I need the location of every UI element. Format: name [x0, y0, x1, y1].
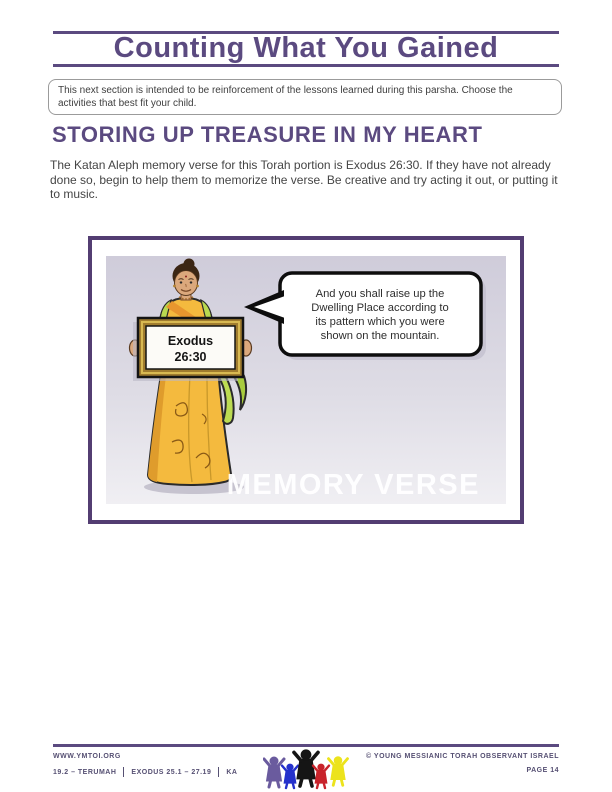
section-body-text: The Katan Aleph memory verse for this Torah portion is Exodus 26:30. If they have not already done so, begin to help them to memorize the verse. Be creative and try acting it out, or putting it to music. — [50, 158, 558, 201]
page-title: Counting What You Gained — [113, 32, 499, 64]
speech-bubble-line-3: its pattern which you were — [315, 316, 445, 328]
earring-right — [196, 285, 199, 288]
woman-torso — [160, 298, 212, 320]
memory-verse-sign — [133, 318, 243, 381]
title-rule-bottom — [53, 64, 559, 67]
sign-text-line1: Exodus — [167, 334, 214, 348]
sign-text-line2: 26:30 — [174, 350, 207, 364]
memory-verse-illustration-frame — [88, 236, 524, 524]
footer-copyright: © YOUNG MESSIANIC TORAH OBSERVANT ISRAEL — [365, 753, 559, 760]
woman-sari-skirt — [148, 368, 231, 485]
section-heading: STORING UP TREASURE IN MY HEART — [52, 122, 483, 147]
intro-note-text: This next section is intended to be reinforcement of the lessons learned during this parsha. Choose the activities that best fit your child. — [58, 85, 513, 109]
memory-verse-illustration — [106, 256, 506, 504]
footer-page-number: PAGE 14 — [526, 767, 559, 774]
footer-left-block — [53, 753, 237, 784]
footer-lesson-info — [53, 767, 237, 777]
footer-right-block — [366, 753, 559, 781]
memory-verse-watermark: MEMORY VERSE — [226, 469, 480, 501]
earring-left — [173, 285, 176, 288]
lesson-scripture-range: EXODUS 25.1 – 27.19 — [131, 768, 212, 776]
footer-website: WWW.YMTOI.ORG — [53, 753, 121, 760]
ymtoi-logo — [263, 746, 349, 792]
speech-bubble-line-4: shown on the mountain. — [320, 330, 440, 342]
speech-bubble — [244, 273, 486, 360]
woman-head — [173, 259, 200, 301]
intro-note-box — [48, 79, 562, 115]
speech-bubble-line-1: And you shall raise up the — [315, 288, 445, 300]
bindi — [185, 276, 187, 278]
lesson-level: KA — [226, 768, 238, 776]
woman-with-sign-illustration — [106, 256, 506, 504]
lesson-number-parsha: 19.2 – TERUMAH — [53, 768, 117, 776]
footer-divider — [123, 767, 124, 777]
footer-divider — [218, 767, 219, 777]
dancing-children-logo-icon — [263, 746, 349, 792]
speech-bubble-line-2: Dwelling Place according to — [311, 302, 449, 314]
